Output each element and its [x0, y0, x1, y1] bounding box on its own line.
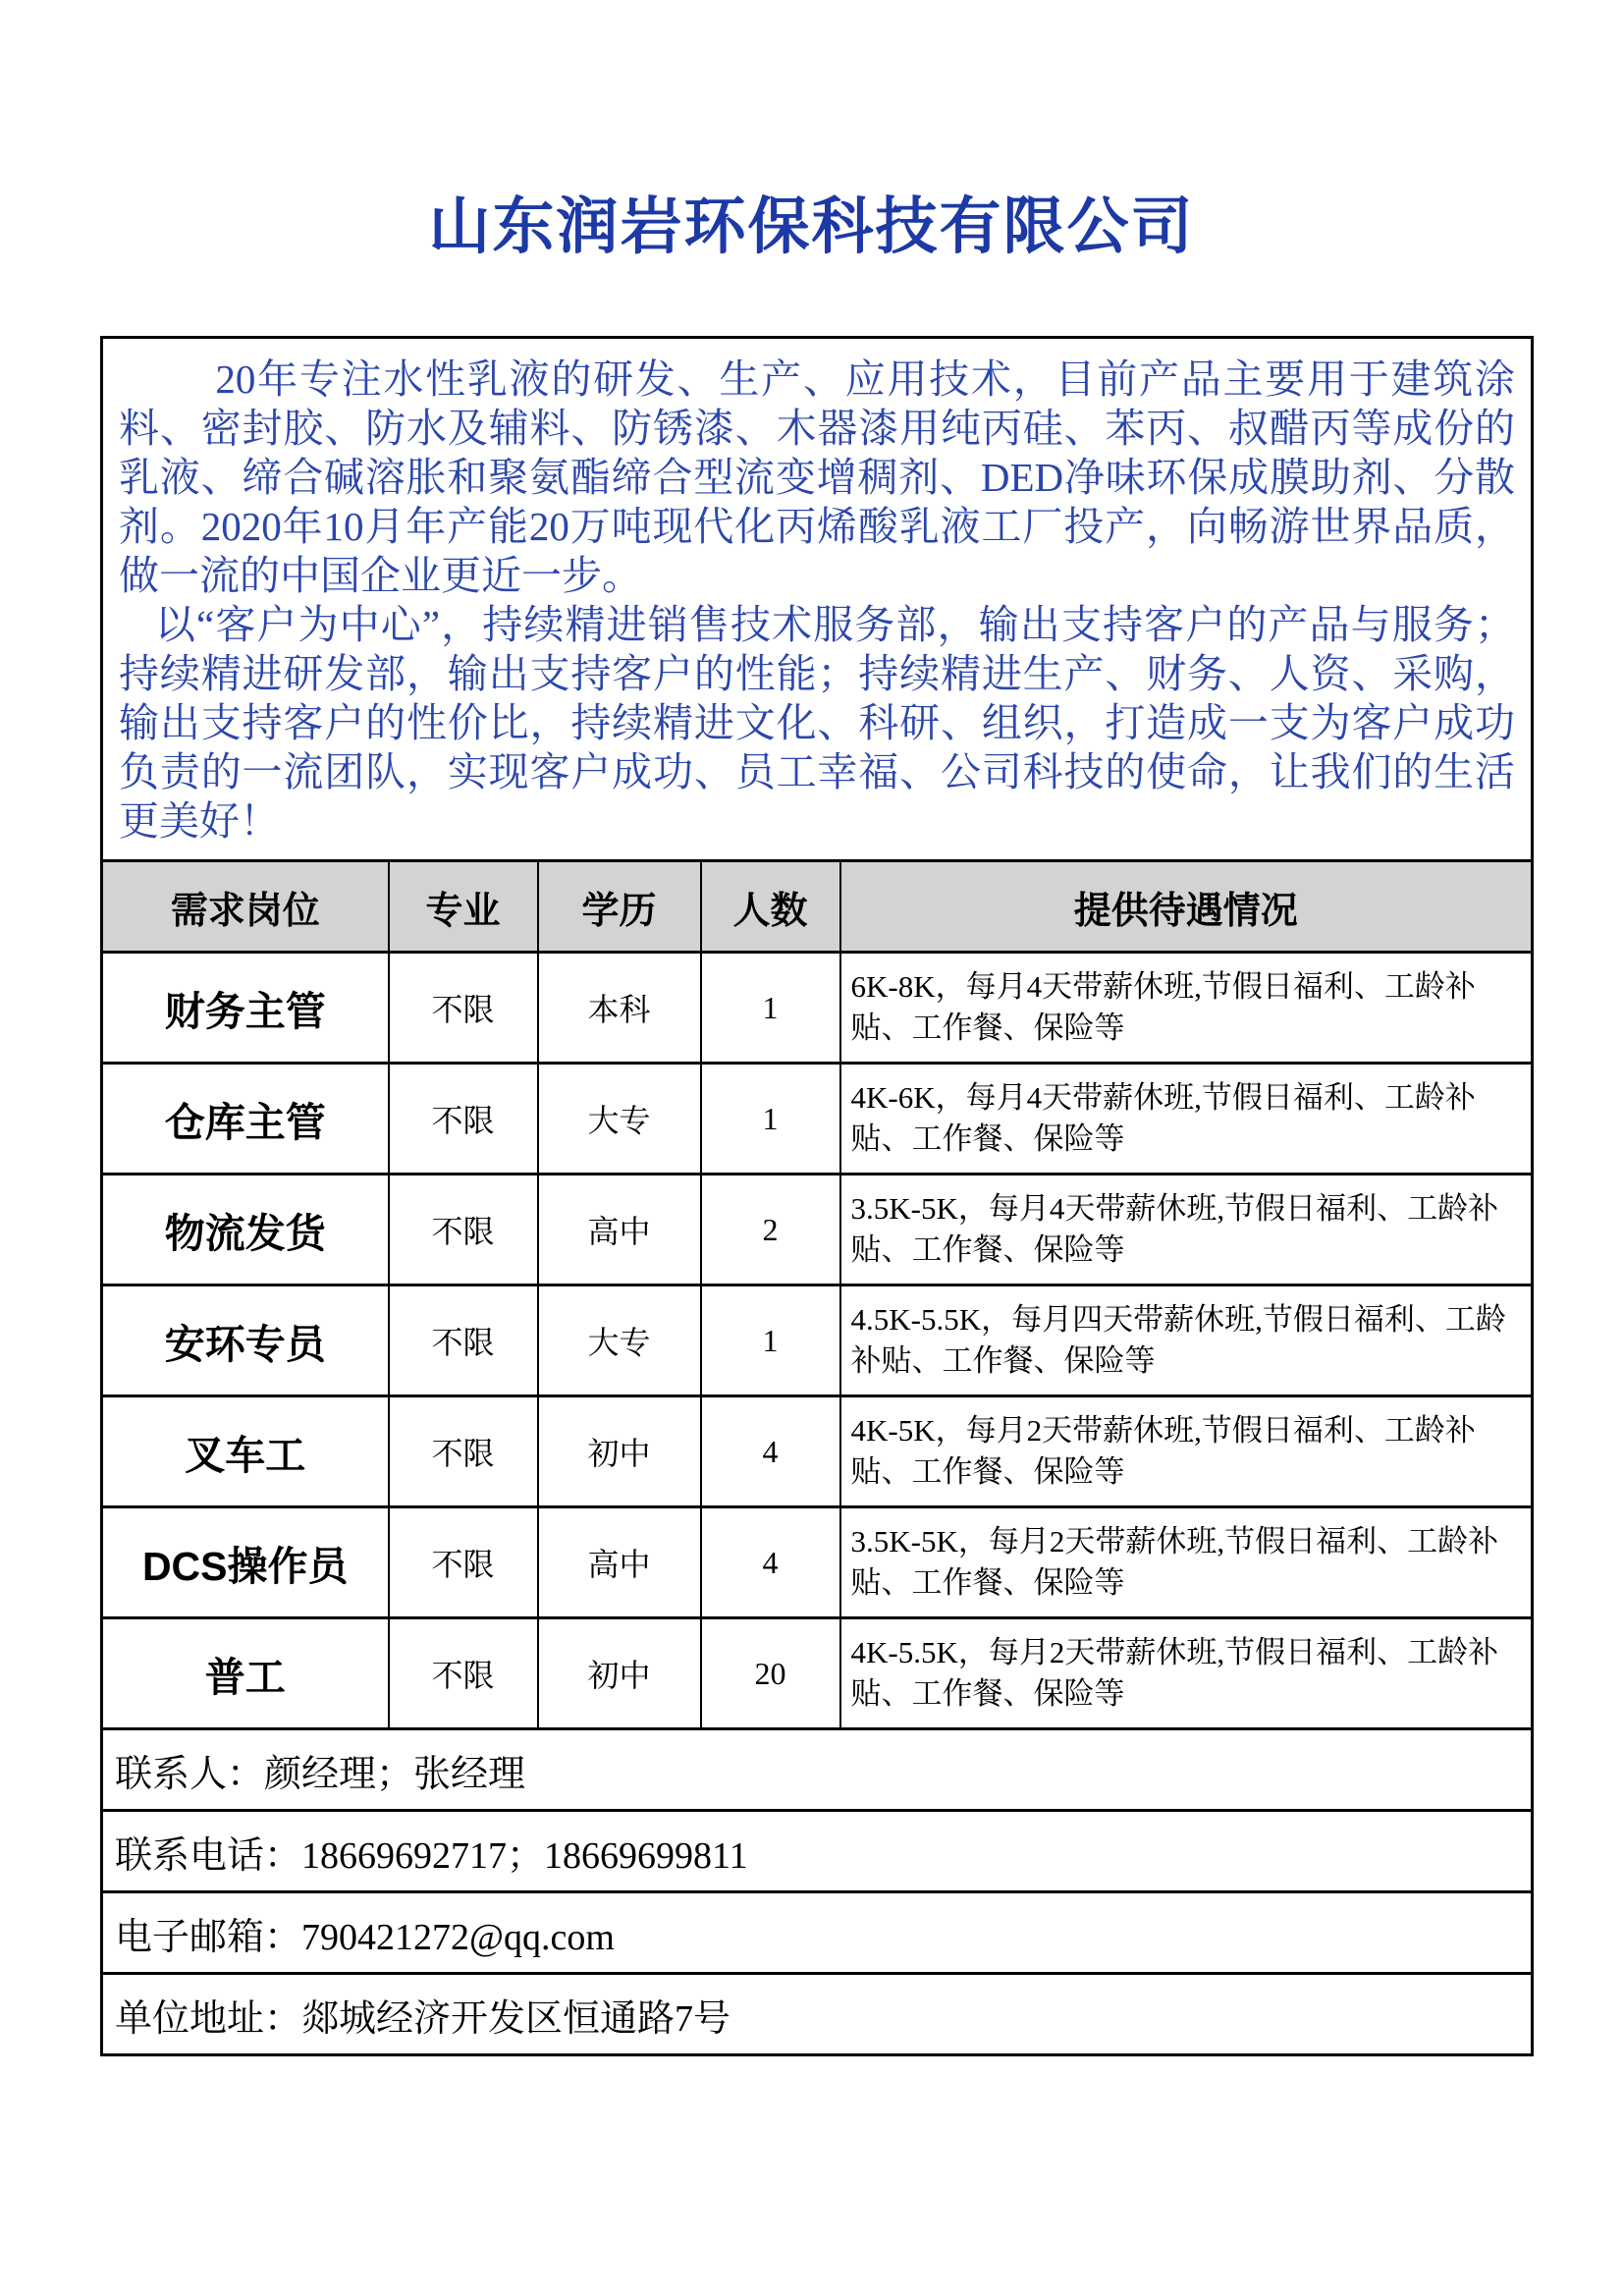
table-row-safety-officer: [102, 1285, 1533, 1396]
job-benefits: 3.5K-5K，每月2天带薪休班,节假日福利、工龄补贴、工作餐、保险等: [840, 1507, 1533, 1618]
job-education: 大专: [538, 1285, 701, 1396]
job-major: 不限: [389, 1175, 538, 1285]
job-benefits: 3.5K-5K，每月4天带薪休班,节假日福利、工龄补贴、工作餐、保险等: [840, 1175, 1533, 1285]
job-count: 4: [701, 1396, 840, 1507]
job-education: 大专: [538, 1064, 701, 1175]
table-row-general-worker: [102, 1618, 1533, 1729]
column-header-position: 需求岗位: [102, 861, 389, 953]
table-row-dcs-operator: [102, 1507, 1533, 1618]
page-title: 山东润岩环保科技有限公司: [428, 192, 1195, 261]
table-row-warehouse-supervisor: [102, 1064, 1533, 1175]
intro-paragraph-2: 以“客户为中心”，持续精进销售技术服务部，输出支持客户的产品与服务；持续精进研发部，输出支持客户的性能；持续精进生产、财务、人资、采购，输出支持客户的性价比，持续精进文化、科研、组织，打造成一支为客户成功负责的一流团队，实现客户成功、员工幸福、公司科技的使命，让我们的生活更美好！: [119, 602, 1515, 844]
job-count: 1: [701, 1064, 840, 1175]
job-position: 普工: [102, 1618, 389, 1729]
table-header-row: [102, 861, 1533, 953]
contact-address: 单位地址：郯城经济开发区恒通路7号: [102, 1974, 1533, 2055]
job-major: 不限: [389, 1285, 538, 1396]
column-header-benefits: 提供待遇情况: [840, 861, 1533, 953]
job-benefits: 4K-5.5K，每月2天带薪休班,节假日福利、工龄补贴、工作餐、保险等: [840, 1618, 1533, 1729]
job-count: 2: [701, 1175, 840, 1285]
job-benefits: 6K-8K，每月4天带薪休班,节假日福利、工龄补贴、工作餐、保险等: [840, 953, 1533, 1064]
job-count: 20: [701, 1618, 840, 1729]
job-education: 高中: [538, 1507, 701, 1618]
job-education: 高中: [538, 1175, 701, 1285]
job-count: 1: [701, 953, 840, 1064]
job-position: DCS操作员: [102, 1507, 389, 1618]
job-major: 不限: [389, 1396, 538, 1507]
job-benefits: 4K-6K，每月4天带薪休班,节假日福利、工龄补贴、工作餐、保险等: [840, 1064, 1533, 1175]
job-education: 本科: [538, 953, 701, 1064]
job-count: 1: [701, 1285, 840, 1396]
contact-email-row: [102, 1892, 1533, 1974]
job-count: 4: [701, 1507, 840, 1618]
recruitment-table: [100, 336, 1534, 2056]
table-row-finance-supervisor: [102, 953, 1533, 1064]
table-row-forklift-operator: [102, 1396, 1533, 1507]
column-header-count: 人数: [701, 861, 840, 953]
job-major: 不限: [389, 1618, 538, 1729]
job-position: 安环专员: [102, 1285, 389, 1396]
table-row-logistics-shipping: [102, 1175, 1533, 1285]
contact-address-row: [102, 1974, 1533, 2055]
company-intro-cell: [102, 338, 1533, 861]
job-position: 叉车工: [102, 1396, 389, 1507]
contact-phone: 联系电话：18669692717；18669699811: [102, 1811, 1533, 1892]
intro-paragraph-1: 20年专注水性乳液的研发、生产、应用技术，目前产品主要用于建筑涂料、密封胶、防水及辅料、防锈漆、木器漆用纯丙硅、苯丙、叔醋丙等成份的乳液、缔合碱溶胀和聚氨酯缔合型流变增稠剂、DED净味环保成膜助剂、分散剂。2020年10月年产能20万吨现代化丙烯酸乳液工厂投产，向畅游世界品质，做一流的中国企业更近一步。: [119, 356, 1515, 598]
job-position: 财务主管: [102, 953, 389, 1064]
job-major: 不限: [389, 1064, 538, 1175]
job-benefits: 4.5K-5.5K，每月四天带薪休班,节假日福利、工龄补贴、工作餐、保险等: [840, 1285, 1533, 1396]
job-education: 初中: [538, 1396, 701, 1507]
job-position: 物流发货: [102, 1175, 389, 1285]
column-header-major: 专业: [389, 861, 538, 953]
job-benefits: 4K-5K，每月2天带薪休班,节假日福利、工龄补贴、工作餐、保险等: [840, 1396, 1533, 1507]
job-education: 初中: [538, 1618, 701, 1729]
contact-email: 电子邮箱：790421272@qq.com: [102, 1892, 1533, 1974]
column-header-education: 学历: [538, 861, 701, 953]
contact-person: 联系人：颜经理；张经理: [102, 1729, 1533, 1811]
job-position: 仓库主管: [102, 1064, 389, 1175]
contact-person-row: [102, 1729, 1533, 1811]
company-intro-row: [102, 338, 1533, 861]
job-major: 不限: [389, 953, 538, 1064]
contact-phone-row: [102, 1811, 1533, 1892]
job-major: 不限: [389, 1507, 538, 1618]
